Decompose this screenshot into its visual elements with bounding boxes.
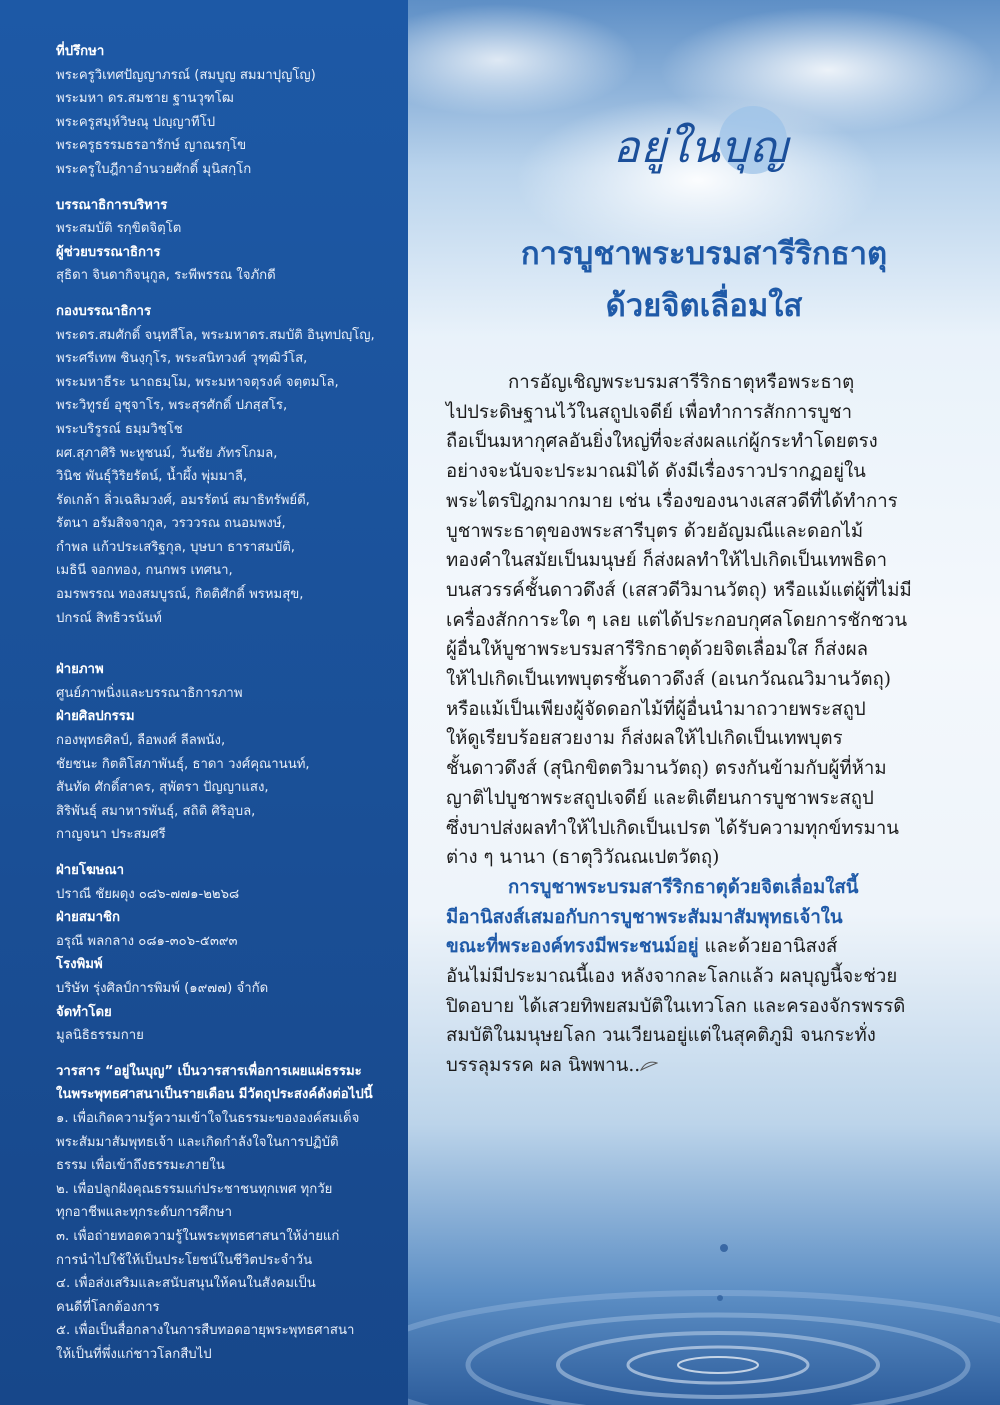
body-line: ไปประดิษฐานไว้ในสถูปเจดีย์ เพื่อทำการสักการบูชา	[446, 401, 853, 423]
objective-line: ทุกอาชีพและทุกระดับการศึกษา	[56, 1205, 233, 1221]
advisors-heading: ที่ปรึกษา	[56, 44, 105, 59]
colophon-sidebar	[0, 0, 408, 1405]
editors-section	[56, 194, 390, 288]
body-line: บูชาพระธาตุของพระสารีบุตร ด้วยอัญมณีและดอกไม้	[446, 520, 864, 542]
editorial-board-line: วินิช พันธุ์วิริยรัตน์, น้ำผึ้ง พุ่มมาลี,	[56, 469, 248, 485]
body-line: ญาติไปบูชาพระสถูปเจดีย์ และติเตียนการบูชาพระสถูป	[446, 787, 874, 809]
body-line: การอัญเชิญพระบรมสารีริกธาตุหรือพระธาตุ	[508, 372, 855, 393]
art-line: สันทัด ศักดิ์สาคร, สุพัตรา ปัญญาแสง,	[56, 780, 269, 796]
paragraph-1	[446, 368, 966, 873]
magazine-logo	[603, 104, 803, 194]
art-line: กองพุทธศิลป์, ลือพงศ์ ลีลพนัง,	[56, 733, 226, 749]
objectives-heading: วารสาร “อยู่ในบุญ” เป็นวารสารเพื่อการเผยแผ่ธรรมะ	[56, 1063, 362, 1079]
body-line: เครื่องสักการะใด ๆ เลย แต่ได้ประกอบกุศลโดยการชักชวน	[446, 609, 908, 631]
editorial-board-line: กำพล แก้วประเสริฐกุล, บุษบา ธาราสมบัติ,	[56, 539, 295, 555]
body-line: ถือเป็นมหากุศลอันยิ่งใหญ่ที่จะส่งผลแก่ผู้กระทำโดยตรง	[446, 431, 878, 453]
paragraph-2	[446, 873, 966, 1081]
photo-art-section	[56, 658, 390, 847]
editorial-board-line: รัตนา อรัมสิจจากูล, วรววรณ ถนอมพงษ์,	[56, 516, 286, 532]
editorial-board-line: อมรพรรณ ทองสมบูรณ์, กิตติศักดิ์ พรหมสุข,	[56, 587, 304, 603]
editorial-board-line: พระบริรูรณ์ ธมฺมวิชฺโช	[56, 421, 183, 437]
assistant-editor-heading: ผู้ช่วยบรรณาธิการ	[56, 244, 161, 260]
objective-line: ธรรม เพื่อเข้าถึงธรรมะภายใน	[56, 1158, 225, 1174]
editorial-board-line: พระมหาธีระ นาถธมฺโม, พระมหาจตุรงค์ จตฺตมโล,	[56, 374, 339, 390]
logo-text: อยู่ในบุญ	[613, 122, 789, 173]
objective-line: ๑. เพื่อเกิดความรู้ความเข้าใจในธรรมะขององค์สมเด็จ	[56, 1110, 360, 1126]
body-line: และด้วยอานิสงส์	[704, 936, 838, 958]
photo-heading: ฝ่ายภาพ	[56, 662, 104, 678]
membership-line: อรุณี พลกลาง ๐๘๑-๓๐๖-๕๓๙๓	[56, 933, 238, 949]
body-line: ผู้อื่นให้บูชาพระบรมสารีริกธาตุด้วยจิตเลื่อมใส ก็ส่งผล	[446, 639, 869, 661]
art-heading: ฝ่ายศิลปกรรม	[56, 709, 135, 725]
article-title-line: ด้วยจิตเลื่อมใส	[605, 288, 803, 324]
body-line: ต่าง ๆ นานา (ธาตุวิวัณณเปตวัตถุ)	[446, 847, 720, 869]
objective-line: ให้เป็นที่พึ่งแก่ชาวโลกสืบไป	[56, 1346, 212, 1362]
editorial-board-line: พระศรีเทพ ชินงฺกุโร, พระสนิทวงศ์ วุฑฺฒิวํโส,	[56, 351, 308, 367]
editorial-board-line: ผศ.สุภาศิริ พะหูชนม์, วันชัย ภัทรโกมล,	[56, 445, 278, 461]
article-page	[408, 0, 1000, 1405]
assistant-editor-line: สุธิดา จินดากิจนุกูล, ระพีพรรณ ใจภักดี	[56, 268, 276, 284]
water-ripples-image	[408, 1150, 1000, 1405]
photo-line: ศูนย์ภาพนิ่งและบรรณาธิการภาพ	[56, 685, 243, 701]
body-line: ทองคำในสมัยเป็นมนุษย์ ก็ส่งผลทำให้ไปเกิดเป็นเทพธิดา	[446, 550, 888, 572]
objective-line: ๓. เพื่อถ่ายทอดความรู้ในพระพุทธศาสนาให้ง่ายแก่	[56, 1228, 340, 1244]
article-title-line: การบูชาพระบรมสารีริกธาตุ	[520, 236, 888, 272]
objective-line: พระสัมมาสัมพุทธเจ้า และเกิดกำลังใจในการปฏิบัติ	[56, 1134, 339, 1150]
editorial-board-line: เมธินี จอกทอง, กนกพร เทศนา,	[56, 563, 233, 579]
editorial-board-line: พระวิทูรย์ อุชุจาโร, พระสุรศักดิ์ ปภสฺสโร,	[56, 398, 288, 414]
editorial-board-heading: กองบรรณาธิการ	[56, 303, 152, 319]
advisor-line: พระครูใบฎีกาอำนวยศักดิ์ มุนิสกฺโก	[56, 161, 252, 177]
body-line: พระไตรปิฎกมากมาย เช่น เรื่องของนางเสสวดีที่ได้ทำการ	[446, 490, 898, 512]
body-line: ซึ่งบาปส่งผลทำให้ไปเกิดเป็นเปรต ได้รับความทุกข์ทรมาน	[446, 817, 900, 839]
advisors-section	[56, 40, 390, 182]
body-line: ให้ไปเกิดเป็นเทพบุตรชั้นดาวดึงส์ (อเนกวัณณวิมานวัตถุ)	[446, 669, 892, 691]
highlight-line: มีอานิสงส์เสมอกับการบูชาพระสัมมาสัมพุทธเจ้าใน	[446, 906, 843, 928]
objective-line: ๕. เพื่อเป็นสื่อกลางในการสืบทอดอายุพระพุทธศาสนา	[56, 1323, 355, 1339]
art-line: ชัยชนะ กิตติโสภาพันธุ์, ธาดา วงศ์คุณานนท์,	[56, 756, 310, 772]
advisor-line: พระมหา ดร.สมชาย ฐานวุฑโฒ	[56, 91, 234, 107]
body-line: สมบัติในมนุษยโลก วนเวียนอยู่แต่ในสุคติภูมิ จนกระทั่ง	[446, 1025, 876, 1047]
article-title	[408, 228, 1000, 332]
producer-heading: จัดทำโดย	[56, 1004, 112, 1020]
highlight-line: การบูชาพระบรมสารีริกธาตุด้วยจิตเลื่อมใสนี้	[508, 876, 859, 898]
body-line: ปิดอบาย ได้เสวยทิพยสมบัติในเทวโลก และครองจักรพรรดิ	[446, 995, 906, 1017]
advertising-heading: ฝ่ายโฆษณา	[56, 863, 125, 878]
editorial-board-line: พระดร.สมศักดิ์ จนฺทสีโล, พระมหาดร.สมบัติ อินฺทปญฺโญ,	[56, 327, 375, 343]
body-line: อันไม่มีประมาณนี้เอง หลังจากละโลกแล้ว ผลบุญนี้จะช่วย	[446, 966, 898, 988]
editorial-board-section	[56, 300, 390, 630]
advisor-line: พระครูสมุห์วิษณุ ปญฺญาทีโป	[56, 114, 216, 130]
objective-line: ๒. เพื่อปลูกฝังคุณธรรมแก่ประชาชนทุกเพศ ทุกวัย	[56, 1181, 333, 1197]
art-line: สิริพันธุ์ สมาหารพันธุ์, สถิติ ศิริอุบล,	[56, 803, 256, 819]
body-line: หรือแม้เป็นเพียงผู้จัดดอกไม้ที่ผู้อื่นนำมาถวายพระสถูป	[446, 698, 866, 720]
article-body	[446, 368, 966, 1081]
editorial-board-line: ปกรณ์ สิทธิวรนันท์	[56, 610, 162, 626]
body-line: ให้ดูเรียบร้อยสวยงาม ก็ส่งผลให้ไปเกิดเป็นเทพบุตร	[446, 728, 843, 750]
editorial-board-line: รัดเกล้า ลิ่วเฉลิมวงศ์, อมรรัตน์ สมาธิทรัพย์ดี,	[56, 492, 310, 508]
managing-editor-line: พระสมบัติ รกฺขิตจิตฺโต	[56, 221, 182, 237]
body-line: อย่างจะนับจะประมาณมิได้ ดังมีเรื่องราวปรากฏอยู่ใน	[446, 461, 866, 483]
producer-line: มูลนิธิธรรมกาย	[56, 1028, 144, 1044]
body-line: ชั้นดาวดึงส์ (สุนิกขิตตวิมานวัตถุ) ตรงกันข้ามกับผู้ที่ห้าม	[446, 758, 887, 780]
objective-line: การนำไปใช้ให้เป็นประโยชน์ในชีวิตประจำวัน	[56, 1252, 313, 1268]
objective-line: คนดีที่โลกต้องการ	[56, 1299, 160, 1315]
highlight-line: ขณะที่พระองค์ทรงมีพระชนม์อยู่	[446, 936, 699, 958]
leaf-end-icon	[640, 1061, 658, 1071]
objective-line: ๔. เพื่อส่งเสริมและสนับสนุนให้คนในสังคมเป็น	[56, 1276, 316, 1292]
contacts-section	[56, 859, 390, 1048]
body-line: บรรลุมรรค ผล นิพพาน..	[446, 1055, 641, 1077]
advisor-line: พระครูธรรมธรอารักษ์ ญาณรกฺโข	[56, 138, 247, 154]
objectives-heading: ในพระพุทธศาสนาเป็นรายเดือน มีวัตถุประสงค์ดังต่อไปนี้	[56, 1087, 373, 1103]
printing-heading: โรงพิมพ์	[56, 957, 103, 973]
advisor-line: พระครูวิเทศปัญญาภรณ์ (สมบูญ สมมาปุญโญ)	[56, 67, 316, 83]
managing-editor-heading: บรรณาธิการบริหาร	[56, 197, 168, 213]
advertising-line: ปราณี ชัยผดุง ๐๘๖-๗๗๑-๒๒๖๘	[56, 886, 240, 902]
body-line: บนสวรรค์ชั้นดาวดึงส์ (เสสวดีวิมานวัตถุ) หรือแม้แต่ผู้ที่ไม่มี	[446, 579, 912, 601]
objectives-section	[56, 1060, 390, 1367]
art-line: กาญจนา ประสมศรี	[56, 827, 166, 843]
membership-heading: ฝ่ายสมาชิก	[56, 910, 120, 926]
printing-line: บริษัท รุ่งศิลป์การพิมพ์ (๑๙๗๗) จำกัด	[56, 980, 269, 996]
